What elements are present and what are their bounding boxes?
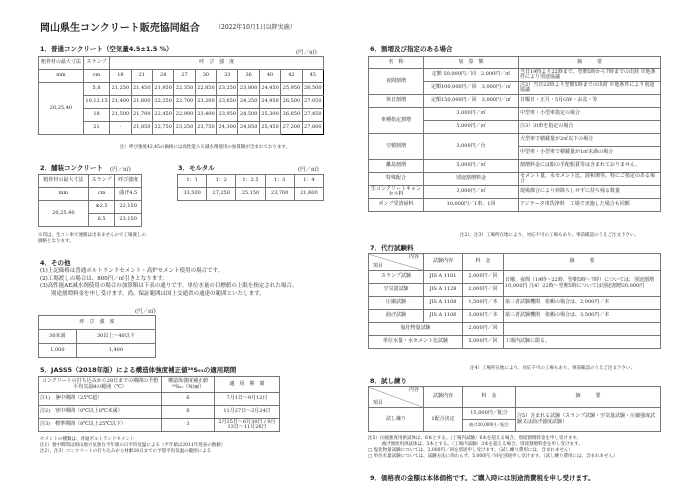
surcharge-name: ポンプ受清掃料 <box>369 199 424 212</box>
price-cell: 21,950 <box>152 83 173 96</box>
correction-value: 6 <box>162 393 215 406</box>
price-cell: 21,500 <box>110 109 131 122</box>
table-row <box>369 95 661 108</box>
price-cell: 21,700 <box>131 109 152 122</box>
section-1-unit: (円／㎥) <box>296 50 317 56</box>
section-5-notes <box>40 437 225 455</box>
section-4-text <box>40 268 297 299</box>
price-cell: 27,050 <box>302 96 323 109</box>
period-range: 7月1日～9月12日 <box>215 393 280 406</box>
header-strength: 呼 び 強 度 <box>39 316 156 330</box>
price-cell: 21,250 <box>110 83 131 96</box>
document-title: 岡山県生コンクリート販売協同組合 <box>40 23 200 34</box>
price-cell: 23,750 <box>195 122 216 135</box>
strength-correction-table <box>38 376 280 432</box>
table-row <box>369 297 661 310</box>
price-cell: 24,250 <box>238 96 259 109</box>
header-amount: 加 算 額 <box>424 57 519 69</box>
section-9-heading: 9．価格表の金額は本体価格です。ご購入時には別途消費税を申し受けます。 <box>370 474 595 482</box>
price-cell: 22,250 <box>152 96 173 109</box>
table-row <box>369 69 661 82</box>
strength-36: 36 <box>238 70 259 83</box>
surcharge-summary: セメント量、水セメント比、混和剤等、特にご指定のある場合 <box>519 173 661 186</box>
header-period: 適 用 期 間 <box>215 377 280 393</box>
section-6-note: 注2）、注3）工場所在地により、対応不可の工場もあり、事前確認のうえご注文下さい。 <box>460 233 639 238</box>
price-cell: 25,300 <box>259 109 280 122</box>
strength-33: 33 <box>217 70 238 83</box>
header-summary: 摘 要 <box>519 57 661 69</box>
trial-mix-table <box>368 386 661 432</box>
table-row <box>369 108 661 121</box>
surcharge-summary: アジテータ車洗浄料 工場で実施した場合も同額 <box>519 199 661 212</box>
strength-40: 40 <box>259 70 280 83</box>
header-item: 項目 <box>373 399 384 406</box>
note-line: セメントの種類は、普通ポルトランドセメント <box>40 437 135 442</box>
item-label: 試し練り <box>369 408 424 432</box>
section-7-heading: 7．代行試験料 <box>370 244 414 252</box>
price-cell: 22,700 <box>174 96 195 109</box>
price-cell: 21,400 <box>110 96 131 109</box>
test-summary <box>504 323 661 336</box>
header-test: 試験内容 <box>424 387 463 408</box>
surcharge-summary: 中型車・小型車指定の場合 <box>519 108 661 121</box>
table-row <box>39 83 324 96</box>
price-cell: 22,150 <box>115 201 142 214</box>
surcharge-amount: 3,000円／㎥ <box>424 108 519 121</box>
header-name: 名 称 <box>369 57 424 69</box>
table-row <box>369 336 661 349</box>
text-line: 別途割増料金を申し受けます。尚、保証範囲は国土交通省の通達の範囲といたします。 <box>40 291 265 298</box>
table-row <box>369 134 661 147</box>
strength-18: 18 <box>110 70 131 83</box>
surcharge-summary: 注2）当日22時より翌朝5時までの出荷 ※他条件により別途協議 <box>519 82 661 95</box>
price-cell: 25,950 <box>281 83 302 96</box>
mortar-table <box>177 174 324 201</box>
jis-standard: JIS A 1128 <box>424 284 463 297</box>
price-cell: 22,900 <box>174 109 195 122</box>
section-1-note: 注）呼び強度42,45の価格には高性能ＡＥ減水剤使用の加算額が含まれております。 <box>120 145 291 150</box>
aggregate-size: 20,25,40 <box>39 83 84 135</box>
surcharge-amount: 5,000円／㎥ <box>424 160 519 173</box>
surcharge-summary: 現場都合により荷降ろしせずに持ち帰る数量 <box>519 186 661 199</box>
test-fee: 5,000円／回 <box>463 336 504 349</box>
header-summary: 摘 要 <box>504 254 661 271</box>
price-cell: 21,850 <box>131 122 152 135</box>
period-range: 2月25日～6月30日 / 9月13日～11月26日 <box>215 419 280 432</box>
slump-value: 10,12,15 <box>83 96 109 109</box>
mix-ratio: 1：1 <box>178 175 207 188</box>
price-cell: 33,500 <box>178 188 207 201</box>
test-content: 1配合決定 <box>424 408 463 432</box>
price-cell: 24,450 <box>259 83 280 96</box>
surcharge-amount: 別途割増料金 <box>424 173 519 186</box>
correction-value: 3 <box>162 419 215 432</box>
regular-concrete-table <box>38 56 324 135</box>
mix-ratio: 1：3 <box>265 175 294 188</box>
header-strength: 呼び強度 <box>115 175 142 188</box>
surcharge-name: 特殊配合 <box>369 173 424 186</box>
price-cell: 23,250 <box>217 83 238 96</box>
header-fee: 料 金 <box>463 254 504 271</box>
header-diagonal <box>369 387 424 408</box>
header-slump: スランプ <box>83 57 109 70</box>
section-2-note: ※印は、生コン車で運搬は出来ませんので工場渡しの価格となります。 <box>38 233 146 245</box>
header-mm: mm <box>39 70 84 83</box>
mix-ratio: 1：4 <box>294 175 323 188</box>
header-summary: 摘 要 <box>516 387 661 408</box>
header-aggregate: 粗骨材の最大寸法 <box>39 175 89 188</box>
price-cell: 26,500 <box>281 96 302 109</box>
test-fee: 2,000円／回 <box>463 284 504 297</box>
column-label: 30以上～40以下 <box>76 330 155 344</box>
header-content: 内容 <box>408 254 419 260</box>
price-cell: 23,950 <box>217 109 238 122</box>
jis-standard: JIS A 1101 <box>424 271 463 284</box>
test-summary: 日曜、夜間（19時～22時、翌朝5時～7時）については、別途割増10,000円 注4）22時～翌朝5時については別途割増20,000円 <box>504 271 661 297</box>
table-row <box>39 406 280 419</box>
price-cell: 23,200 <box>195 96 216 109</box>
period-label: 注2) 寒中期間（0℃以上8℃未満） <box>39 406 162 419</box>
price-cell: 23,150 <box>115 214 142 227</box>
slump-value: ※2.5 <box>88 201 115 214</box>
section-1-heading: 1．普通コンクリート（空気量4.5±1.5 %） <box>40 45 173 53</box>
price-cell: 24,850 <box>238 122 259 135</box>
surcharge-amount: 3,000円／㎥ <box>424 186 519 199</box>
strength-24: 24 <box>152 70 173 83</box>
section-7-note: 注4）工場所在地により、対応不可の工場もあり、事前確認のうえご注文下さい。 <box>470 366 635 371</box>
fee-cell: 曲げ20,000円／配合 <box>463 420 516 432</box>
column-label: 30未満 <box>39 330 77 344</box>
price-cell: 21,600 <box>131 96 152 109</box>
header-content: 内容 <box>408 387 419 393</box>
price-cell: 24,950 <box>259 96 280 109</box>
table-row <box>369 173 661 186</box>
header-cm: cm <box>88 188 115 201</box>
test-fee: 2,000円／回 <box>463 323 504 336</box>
header-bend: 曲げ4.5 <box>115 188 142 201</box>
table-row <box>369 271 661 284</box>
price-cell: 21,600 <box>294 188 323 201</box>
strength-30: 30 <box>195 70 216 83</box>
price-cell: - <box>110 122 131 135</box>
price-cell: 22,750 <box>152 122 173 135</box>
jis-standard: JIS A 1108 <box>424 297 463 310</box>
surcharge-amount: 定額150,000円／回 3,000円／㎥ <box>424 95 519 108</box>
text-line: (3)高性能AE減水剤使用の場合の加算額は下表の通りです。単位水量の目標値の上限を指定された場合、 <box>40 283 298 290</box>
table-row <box>369 310 661 323</box>
price-cell: 27,800 <box>302 122 323 135</box>
section-3-heading: 3．モルタル <box>178 164 215 172</box>
surcharge-name: 夜間割増 <box>369 69 424 95</box>
surcharge-amount: 定額100,000円／回 3,000円／㎥ <box>424 82 519 95</box>
surcharge-amount: 5,000円／㎥ <box>424 121 519 134</box>
test-summary: 工場内試験に限る。 <box>504 336 661 349</box>
price-cell: 23,400 <box>195 109 216 122</box>
surcharge-name: 離島割増 <box>369 160 424 173</box>
price-cell: 21,450 <box>131 83 152 96</box>
header-cm: cm <box>83 70 109 83</box>
slump-value: 6.5 <box>88 214 115 227</box>
header-temp-range: コンクリートの打ち込みから28日までの期間の予想平均気温θの範囲（℃） <box>39 377 162 393</box>
price-cell: 22,350 <box>174 83 195 96</box>
surcharge-summary: 中型車・小型車で積載量が1㎥未満の場合 <box>519 147 661 160</box>
note-line: 注1）暑中期間は岡山地方気象台平年値の日平均気温による（平年値は2011年発表の数値） <box>40 443 226 449</box>
test-summary: 第三者試験機関 依頼の場合は、2,000円／本 <box>504 297 661 310</box>
price-cell: 1,400 <box>76 344 155 358</box>
period-label: 注1) 暑中期間（25℃超） <box>39 393 162 406</box>
section-3-unit: (円／㎥) <box>298 167 319 173</box>
price-cell: 24,500 <box>238 109 259 122</box>
section-4-heading: 4．その他 <box>40 259 71 267</box>
price-cell: 27,450 <box>302 109 323 122</box>
period-range: 11月27日～2月24日 <box>215 406 280 419</box>
mix-ratio: 1：2 <box>207 175 236 188</box>
table-row <box>369 199 661 212</box>
surcharge-name: 休日割増 <box>369 95 424 108</box>
header-mm: mm <box>39 188 89 201</box>
section-2-heading: 2．舗装コンクリート <box>40 164 103 172</box>
test-fee-table <box>368 253 661 349</box>
test-item: 圧縮試験 <box>369 297 424 310</box>
price-cell: 23,250 <box>174 122 195 135</box>
table-row <box>369 160 661 173</box>
surcharge-amount: 定額 50,000円／回 2,000円／㎥ <box>424 69 519 82</box>
price-cell: 23,700 <box>265 188 294 201</box>
fee-cell: 15,000円／配合 <box>463 408 516 420</box>
section-6-heading: 6．割増及び指定のある場合 <box>370 45 453 53</box>
header-diagonal <box>369 254 424 271</box>
note-line: 注2）、注3）コンクリートの打ち込みから材齢28日までの予想平均気温の範囲による <box>40 449 212 455</box>
correction-value: 6 <box>162 406 215 419</box>
summary-cell: 注5）含まれる試験（スランプ試験・空気量試験・圧縮強度試験又は曲げ強度試験） <box>516 408 661 432</box>
test-fee: 3,000円／本 <box>463 310 504 323</box>
price-cell: 26,850 <box>281 109 302 122</box>
header-aggregate: 粗骨材の最大寸法 <box>39 57 84 70</box>
header-item: 項目 <box>373 262 384 269</box>
surcharge-table <box>368 56 661 212</box>
test-item: 空気量試験 <box>369 284 424 297</box>
section-4-unit: (円／㎥) <box>135 309 156 315</box>
price-cell: 1,000 <box>39 344 77 358</box>
surcharge-amount: 10,000円／1車、1回 <box>424 199 519 212</box>
test-fee: 2,000円／回 <box>463 271 504 284</box>
slump-value: 18 <box>83 109 109 122</box>
surcharge-summary: 日曜日・正月・5月GW・お盆・等 <box>519 95 661 108</box>
header-slump: スランプ <box>88 175 115 188</box>
slump-value: 5,8 <box>83 83 109 96</box>
period-label: 注3) 標準期間（8℃以上25℃以下） <box>39 419 162 432</box>
aggregate-size: 20,25,40 <box>39 201 89 227</box>
note-line: 曲げ強度用供試体は、3本とする。（工場内試験）3本を超える場合、別途割増料金を申し受けます。 <box>368 442 583 448</box>
test-item: スランプ試験 <box>369 271 424 284</box>
text-line: (1)上記価格は普通ポルトランドセメント・高炉セメント使用の場合です。 <box>40 268 224 274</box>
test-fee: 1,500円／本 <box>463 297 504 310</box>
table-row <box>369 186 661 199</box>
effective-date: （2022年10月1日以降実施） <box>215 24 296 31</box>
header-fee: 料 金 <box>463 387 516 408</box>
paving-concrete-table <box>38 174 142 227</box>
section-5-heading: 5．JASS5（2018年版）による構造体強度補正値²⁸S₉₁の適用期間 <box>40 366 237 374</box>
test-item: 単位水量・水セメント比試験 <box>369 336 463 349</box>
surcharge-summary: 割増料金には船の手配船賃等は含まれておりません。 <box>519 160 661 173</box>
price-cell: 27,250 <box>207 188 236 201</box>
price-cell: 22,450 <box>152 109 173 122</box>
header-test: 試験内容 <box>424 254 463 271</box>
test-summary: 第三者試験機関 依頼の場合は、3,500円／本 <box>504 310 661 323</box>
note-line: □ 塩化物量試験については、2,000円／回を別途申し受けます。（試し練り費用には、含まれません） <box>368 448 573 454</box>
price-cell: 23,800 <box>238 83 259 96</box>
section-8-heading: 8．試し練り <box>370 377 408 385</box>
surcharge-summary: 注3）3t車を指定の場合 <box>519 121 661 134</box>
surcharge-name: 車種指定割増 <box>369 108 424 134</box>
note-line: 注5）圧縮強度用供試体は、6本とする。（工場内試験）6本を超える場合、別途割増料金を申し受けます。 <box>368 436 581 441</box>
surcharge-summary: 大型車で積載量が2㎥以下の場合 <box>519 134 661 147</box>
table-row <box>39 393 280 406</box>
test-item: 塩化物量試験 <box>369 323 463 336</box>
ae-additive-table <box>38 315 156 358</box>
strength-45: 45 <box>302 70 323 83</box>
surcharge-amount: 3,000円／台 <box>424 134 519 160</box>
section-8-notes <box>368 436 618 460</box>
strength-42: 42 <box>281 70 302 83</box>
surcharge-summary: 当日19時より22時まで、翌朝5時から7時までの出荷 ※他条件により別途協議 <box>519 69 661 82</box>
price-cell: 27,200 <box>281 122 302 135</box>
price-cell: 22,850 <box>195 83 216 96</box>
jis-standard: JIS A 1106 <box>424 310 463 323</box>
price-cell: 25,150 <box>236 188 265 201</box>
surcharge-name: 生コンクリートキャンセル料 <box>369 186 424 199</box>
price-cell: 26,500 <box>302 83 323 96</box>
table-row <box>369 323 661 336</box>
section-2-unit: (円／㎥) <box>110 167 131 173</box>
strength-21: 21 <box>131 70 152 83</box>
text-line: (2)工場渡しの場合は、800円／㎥引きとなります。 <box>40 275 168 282</box>
note-line: □ 単位水量試験については、試験方法に拘わらず、5,000円／回を別途申し受けます。（試し練り費用には、含まれません） <box>368 454 618 460</box>
table-row <box>39 419 280 432</box>
price-cell: 24,300 <box>217 122 238 135</box>
surcharge-name: 空積割増 <box>369 134 424 160</box>
mix-ratio: 1：2.5 <box>236 175 265 188</box>
header-correction: 構造体強度補正値 ²⁸S₉₁（N/㎟） <box>162 377 215 393</box>
price-cell: 25,450 <box>259 122 280 135</box>
test-item: 曲げ試験 <box>369 310 424 323</box>
header-strength: 呼 び 強 度 <box>110 57 324 70</box>
slump-value: 21 <box>83 122 109 135</box>
strength-27: 27 <box>174 70 195 83</box>
price-cell: 23,650 <box>217 96 238 109</box>
